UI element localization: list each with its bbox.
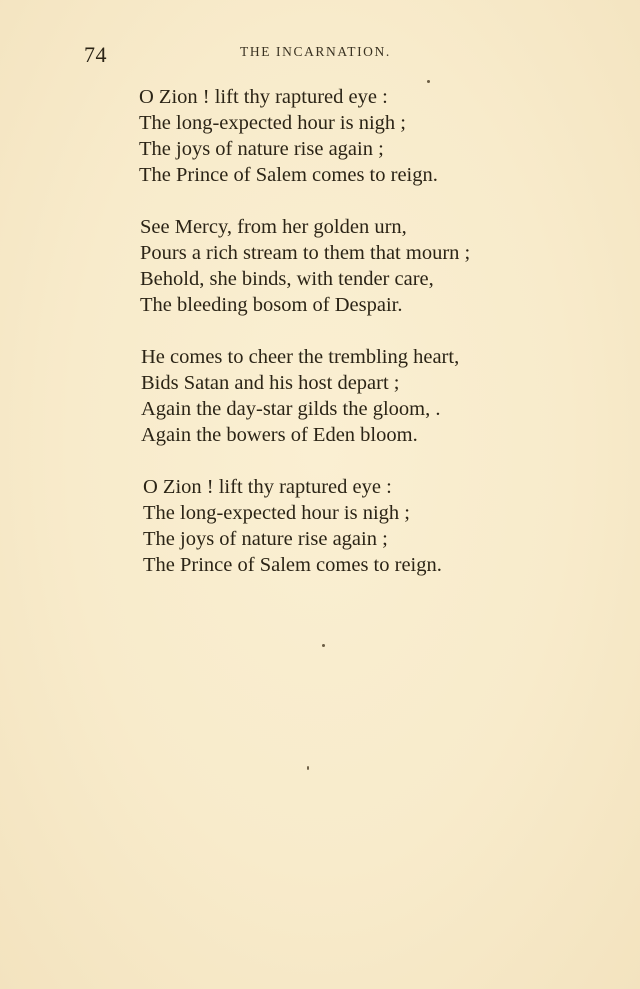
stanza-4 (0, 474, 640, 578)
poem-line: The bleeding bosom of Despair. (140, 294, 403, 316)
poem-line: Again the bowers of Eden bloom. (141, 424, 418, 446)
poem-line: See Mercy, from her golden urn, (140, 216, 407, 238)
poem-line: The Prince of Salem comes to reign. (143, 554, 442, 576)
paper-speck (307, 766, 309, 770)
poem-line: The long-expected hour is nigh ; (139, 112, 407, 134)
poem-line: O Zion ! lift thy raptured eye : (139, 86, 388, 108)
poem-line: The joys of nature rise again ; (139, 138, 384, 160)
poem-line: The long-expected hour is nigh ; (143, 502, 411, 524)
paper-speck (427, 80, 430, 83)
stanza-1 (0, 84, 640, 188)
page-number: 74 (84, 42, 107, 67)
poem-line: The Prince of Salem comes to reign. (139, 164, 438, 186)
poem-line: Pours a rich stream to them that mourn ; (140, 242, 471, 264)
running-title: THE INCARNATION. (240, 44, 391, 59)
poem (0, 84, 640, 604)
stanza-2 (0, 214, 640, 318)
page-header (0, 40, 640, 70)
poem-line: The joys of nature rise again ; (143, 528, 388, 550)
poem-line: O Zion ! lift thy raptured eye : (143, 476, 392, 498)
poem-line: Bids Satan and his host depart ; (141, 372, 400, 394)
paper-speck (322, 644, 325, 647)
stanza-3 (0, 344, 640, 448)
poem-line: Again the day-star gilds the gloom, . (141, 398, 441, 420)
poem-line: Behold, she binds, with tender care, (140, 268, 434, 290)
poem-line: He comes to cheer the trembling heart, (141, 346, 460, 368)
